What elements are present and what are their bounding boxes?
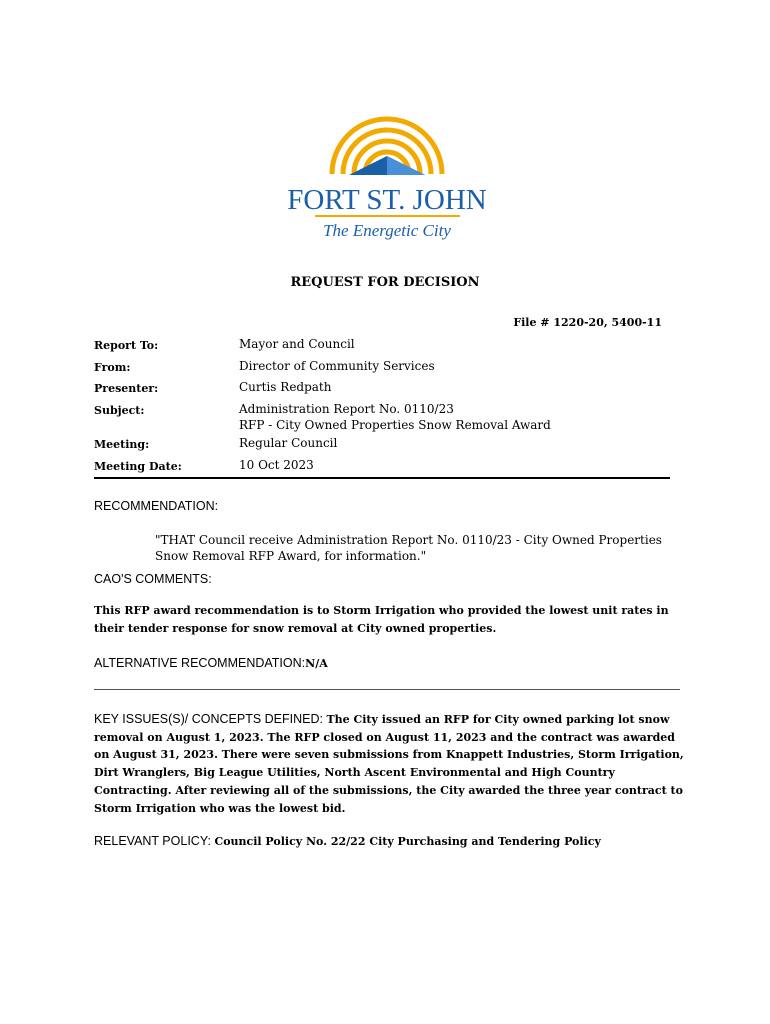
recommendation-heading: RECOMMENDATION: [94, 499, 219, 513]
meeting-date-value: 10 Oct 2023 [239, 458, 314, 472]
city-logo [285, 112, 490, 247]
report-to-label: Report To: [94, 339, 159, 352]
presenter-label: Presenter: [94, 382, 159, 395]
meeting-value: Regular Council [239, 436, 338, 450]
policy-heading: RELEVANT POLICY: [94, 834, 211, 848]
file-number: File # 1220-20, 5400-11 [513, 316, 662, 329]
key-issues [94, 711, 684, 817]
from-value: Director of Community Services [239, 359, 435, 373]
logo-tagline: The Energetic City [323, 221, 451, 240]
header-divider [94, 477, 670, 479]
cao-comments-heading: CAO'S COMMENTS: [94, 572, 212, 586]
recommendation-text: "THAT Council receive Administration Report No. 0110/23 - City Owned Properties Snow Removal RFP Award, for information." [155, 533, 662, 563]
subject-line-2: RFP - City Owned Properties Snow Removal Award [239, 418, 551, 432]
from-label: From: [94, 361, 131, 374]
document-title: REQUEST FOR DECISION [290, 275, 480, 290]
alternative-recommendation [94, 656, 328, 670]
presenter-value: Curtis Redpath [239, 380, 332, 394]
alternative-heading: ALTERNATIVE RECOMMENDATION: [94, 656, 306, 670]
cao-comments-text: This RFP award recommendation is to Storm Irrigation who provided the lowest unit rates in their tender response for snow removal at City owned properties. [94, 604, 669, 635]
meeting-date-label: Meeting Date: [94, 460, 182, 473]
alternative-value: N/A [305, 657, 328, 670]
relevant-policy [94, 834, 601, 848]
section-divider [94, 689, 680, 690]
key-issues-text: The City issued an RFP for City owned parking lot snow removal on August 1, 2023. The RFP closed on August 11, 2023 and the contract was awarded on August 31, 2023. There were seven submissions from Knappett Industries, Storm Irrigation, Dirt Wranglers, Big League Utilities, North Ascent Environmental and High Country Contracting. After reviewing all of the submissions, the City awarded the three year contract to Storm Irrigation who was the lowest bid. [94, 713, 684, 815]
subject-label: Subject: [94, 404, 145, 417]
policy-value: Council Policy No. 22/22 City Purchasing and Tendering Policy [214, 835, 601, 848]
key-issues-heading: KEY ISSUES(S)/ CONCEPTS DEFINED: [94, 712, 323, 726]
subject-line-1: Administration Report No. 0110/23 [239, 402, 454, 416]
report-to-value: Mayor and Council [239, 337, 355, 351]
sunrise-logo-icon [285, 112, 490, 247]
logo-name: FORT ST. JOHN [287, 184, 487, 216]
meeting-label: Meeting: [94, 438, 150, 451]
